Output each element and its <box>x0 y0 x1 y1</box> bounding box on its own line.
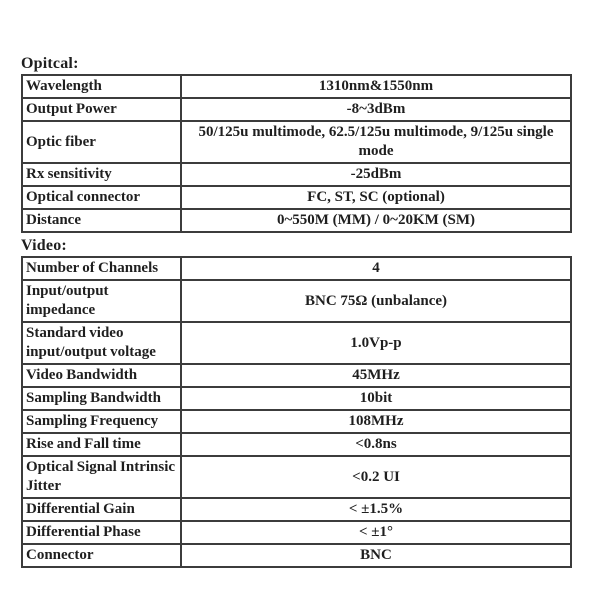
spec-row <box>22 322 571 364</box>
section-optical <box>21 54 572 233</box>
spec-row <box>22 410 571 433</box>
spec-label: Video Bandwidth <box>22 364 181 387</box>
spec-row <box>22 544 571 567</box>
spec-label: Distance <box>22 209 181 232</box>
spec-row <box>22 498 571 521</box>
spec-label: Input/output impedance <box>22 280 181 322</box>
spec-label: Output Power <box>22 98 181 121</box>
spec-label: Rx sensitivity <box>22 163 181 186</box>
spec-value: <0.2 UI <box>181 456 571 498</box>
spec-value: 4 <box>181 257 571 280</box>
spec-label: Standard video input/output voltage <box>22 322 181 364</box>
spec-row <box>22 121 571 163</box>
spec-row <box>22 163 571 186</box>
spec-row <box>22 209 571 232</box>
spec-row <box>22 257 571 280</box>
spec-row <box>22 280 571 322</box>
spec-value: 45MHz <box>181 364 571 387</box>
spec-value: 1310nm&1550nm <box>181 75 571 98</box>
spec-row <box>22 521 571 544</box>
spec-value: 50/125u multimode, 62.5/125u multimode, 9/125u single mode <box>181 121 571 163</box>
spec-value: < ±1.5% <box>181 498 571 521</box>
video-spec-table <box>21 256 572 568</box>
spec-value: 0~550M (MM) / 0~20KM (SM) <box>181 209 571 232</box>
spec-label: Sampling Frequency <box>22 410 181 433</box>
spec-row <box>22 456 571 498</box>
spec-row <box>22 364 571 387</box>
spec-row <box>22 433 571 456</box>
video-section-title: Video: <box>21 237 67 254</box>
spec-value: -8~3dBm <box>181 98 571 121</box>
spec-value: < ±1° <box>181 521 571 544</box>
spec-label: Differential Phase <box>22 521 181 544</box>
optical-spec-table <box>21 74 572 233</box>
spec-label: Sampling Bandwidth <box>22 387 181 410</box>
spec-row <box>22 387 571 410</box>
spec-value: BNC <box>181 544 571 567</box>
optical-section-title: Opitcal: <box>21 55 79 72</box>
spec-label: Optic fiber <box>22 121 181 163</box>
spec-label: Connector <box>22 544 181 567</box>
spec-value: 1.0Vp-p <box>181 322 571 364</box>
spec-content <box>21 54 572 568</box>
spec-value: -25dBm <box>181 163 571 186</box>
spec-value: 108MHz <box>181 410 571 433</box>
spec-label: Wavelength <box>22 75 181 98</box>
spec-value: 10bit <box>181 387 571 410</box>
section-video <box>21 236 572 568</box>
spec-value: <0.8ns <box>181 433 571 456</box>
spec-row <box>22 186 571 209</box>
spec-label: Rise and Fall time <box>22 433 181 456</box>
spec-label: Number of Channels <box>22 257 181 280</box>
spec-row <box>22 98 571 121</box>
spec-label: Optical connector <box>22 186 181 209</box>
spec-label: Differential Gain <box>22 498 181 521</box>
spec-value: BNC 75Ω (unbalance) <box>181 280 571 322</box>
spec-row <box>22 75 571 98</box>
spec-value: FC, ST, SC (optional) <box>181 186 571 209</box>
spec-label: Optical Signal Intrinsic Jitter <box>22 456 181 498</box>
